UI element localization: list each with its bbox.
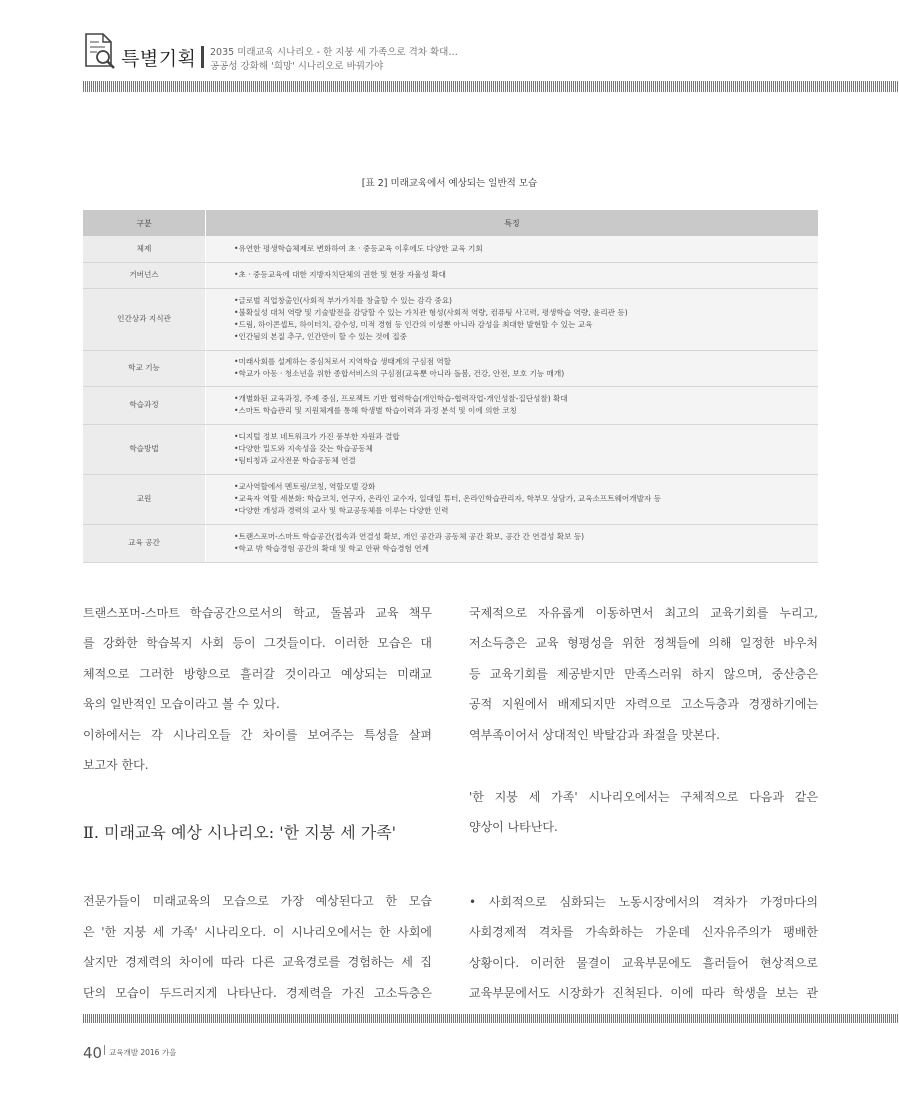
header-divider [201,46,204,68]
paragraph [469,887,818,1009]
section-title: 특별기획 [121,48,197,70]
body-column-left [83,598,432,1008]
text-line: 역부족이어서 상대적인 박탈감과 좌절을 맛본다. [469,727,720,742]
text-line: 국제적으로 자유롭게 이동하면서 최고의 교육기회를 누리고, [469,606,818,620]
row-category: 학교 기능 [83,350,206,386]
footer-divider [104,1045,105,1055]
row-category: 교원 [83,474,206,524]
feature-item: •디지털 정보 네트워크가 가진 풍부한 자원과 결합 [234,432,400,441]
page-number: 40 [83,1044,103,1062]
table-row [83,236,818,262]
column-header-category: 구분 [83,210,206,236]
feature-item: •학교가 아동 · 청소년을 위한 종합서비스의 구심점(교육뿐 아니라 돌봄, 건강, 안전, 보호 기능 매개) [234,369,565,378]
paragraph [83,720,432,781]
publication-source: 교육개발 2016 가을 [109,1048,177,1057]
text-line: • 사회적으로 심화되는 노동시장에서의 격차가 가정마다의 [469,894,818,909]
row-features [206,474,819,524]
text-line: 은 '한 지붕 세 가족' 시나리오다. 이 시나리오에서는 한 사회에 [83,924,432,939]
text-line: '한 지붕 세 가족' 시나리오에서는 구체적으로 다음과 같은 [469,790,818,805]
row-features [206,424,819,474]
table-row [83,262,818,288]
paragraph [469,782,818,843]
table-row [83,424,818,474]
row-category: 거버넌스 [83,262,206,288]
feature-item: •스마트 학습관리 및 지원체계를 통해 학생별 학습이력과 과정 분석 및 이에 의한 코칭 [234,406,517,415]
text-line: 교육부문에서도 시장화가 진척된다. 이에 따라 학생을 보는 관 [469,986,818,1001]
feature-item: •다양한 개성과 경력의 교사 및 학교공동체를 이루는 다양한 인력 [234,506,449,515]
text-line: 공적 지원에서 배제되지만 자력으로 고소득층과 경쟁하기에는 [469,697,818,712]
paragraph [83,598,432,720]
text-line: 상황이다. 이러한 물결이 교육부문에도 흘러들어 현상적으로 [469,955,818,970]
text-line: 트랜스포머-스마트 학습공간으로서의 학교, 돌봄과 교육 책무 [83,606,432,620]
text-line: 육의 일반적인 모습이라고 볼 수 있다. [83,697,280,712]
text-line: 양상이 나타난다. [469,820,558,835]
feature-item: •유연한 평생학습체제로 변화하여 초 · 중등교육 이후에도 다양한 교육 기회 [234,243,483,253]
text-line: 를 강화한 학습복지 사회 등이 그것들이다. 이러한 모습은 대 [83,636,432,651]
row-category: 학습방법 [83,424,206,474]
table-header-row [83,210,818,236]
header-stripe [83,81,899,92]
row-features [206,350,819,386]
feature-item: •교사역할에서 멘토링/코칭, 역할모델 강화 [234,482,376,491]
document-magnifier-icon [83,32,117,70]
text-line: 사회경제적 격차를 가속화하는 가운데 신자유주의가 팽배한 [469,925,818,940]
text-line: 보고자 한다. [83,758,149,773]
feature-item: •학교 밖 학습경험 공간의 확대 및 학교 안팎 학습경험 연계 [234,544,429,553]
table-row [83,474,818,524]
footer-stripe [83,1014,899,1023]
features-table [83,210,818,563]
table-row [83,350,818,386]
text-line: 살지만 경제력의 차이에 따라 다른 교육경로를 경험하는 세 집 [83,955,432,970]
text-line: 체적으로 그러한 방향으로 흘러갈 것이라고 예상되는 미래교 [83,666,432,681]
text-line: 이하에서는 각 시나리오들 간 차이를 보여주는 특성을 살펴 [83,727,432,742]
text-line: 등 교육기회를 제공받지만 만족스러워 하지 않으며, 중산층은 [469,666,818,681]
text-line: 단의 모습이 두드러지게 나타난다. 경제력을 가진 고소득층은 [83,985,432,1000]
row-category: 교육 공간 [83,524,206,562]
feature-item: •초 · 중등교육에 대한 지방자치단체의 권한 및 현장 자율성 확대 [234,270,447,279]
text-line: 저소득층은 교육 형평성을 위한 정책들에 의해 일정한 바우처 [469,636,818,651]
feature-item: •트랜스포머-스마트 학습공간(접속과 연결성 확보, 개인 공간과 공동체 공간 확보, 공간 간 연결성 확보 등) [234,532,585,541]
header-subtitle-line2: 공공성 강화해 '희망' 시나리오로 바꿔가야 [210,61,384,72]
row-features [206,262,819,288]
body-column-right [469,598,818,1008]
column-header-features: 특징 [206,210,819,236]
row-features [206,236,819,262]
feature-item: •불확실성 대처 역량 및 기술발전을 감당할 수 있는 가치관 형성(사회적 역량, 컴퓨팅 사고력, 평생학습 역량, 윤리관 등) [234,308,628,317]
paragraph [469,598,818,750]
feature-item: •글로벌 직업창출인(사회적 부가가치를 창출할 수 있는 감각 중요) [234,296,453,305]
feature-item: •다양한 밀도와 지속성을 갖는 학습공동체 [234,444,373,453]
feature-item: •교육자 역할 세분화: 학습코치, 연구자, 온라인 교수자, 일대일 튜터, 온라인학습관리자, 학부모 상담가, 교육소프트웨어개발자 등 [234,494,662,503]
row-category: 인간상과 지식관 [83,288,206,350]
text-line: 전문가들이 미래교육의 모습으로 가장 예상된다고 한 모습 [83,894,432,909]
paragraph [83,886,432,1008]
row-category: 학습과정 [83,386,206,424]
table-row [83,386,818,424]
table-caption: [표 2] 미래교육에서 예상되는 일반적 모습 [361,178,538,189]
feature-item: •드림, 하이콘셉트, 하이터치, 감수성, 미적 경험 등 인간의 이성뿐 아니라 감성을 최대한 발현할 수 있는 교육 [234,320,593,329]
feature-item: •인간됨의 본질 추구, 인간만이 할 수 있는 것에 집중 [234,332,407,341]
table-row [83,524,818,562]
feature-item: •팀티칭과 교사전문 학습공동체 연결 [234,456,356,465]
table-row [83,288,818,350]
section-heading: Ⅱ. 미래교육 예상 시나리오: '한 지붕 세 가족' [83,823,397,843]
row-features [206,386,819,424]
row-features [206,524,819,562]
feature-item: •미래사회를 설계하는 중심처로서 지역학습 생태계의 구심점 역할 [234,357,452,366]
header-subtitle-line1: 2035 미래교육 시나리오 - 한 지붕 세 가족으로 격차 확대… [210,47,458,58]
row-category: 체제 [83,236,206,262]
row-features [206,288,819,350]
feature-item: •개별화된 교육과정, 주제 중심, 프로젝트 기반 협력학습(개인학습-협력작업-개인성찰-집단성찰) 확대 [234,394,568,403]
